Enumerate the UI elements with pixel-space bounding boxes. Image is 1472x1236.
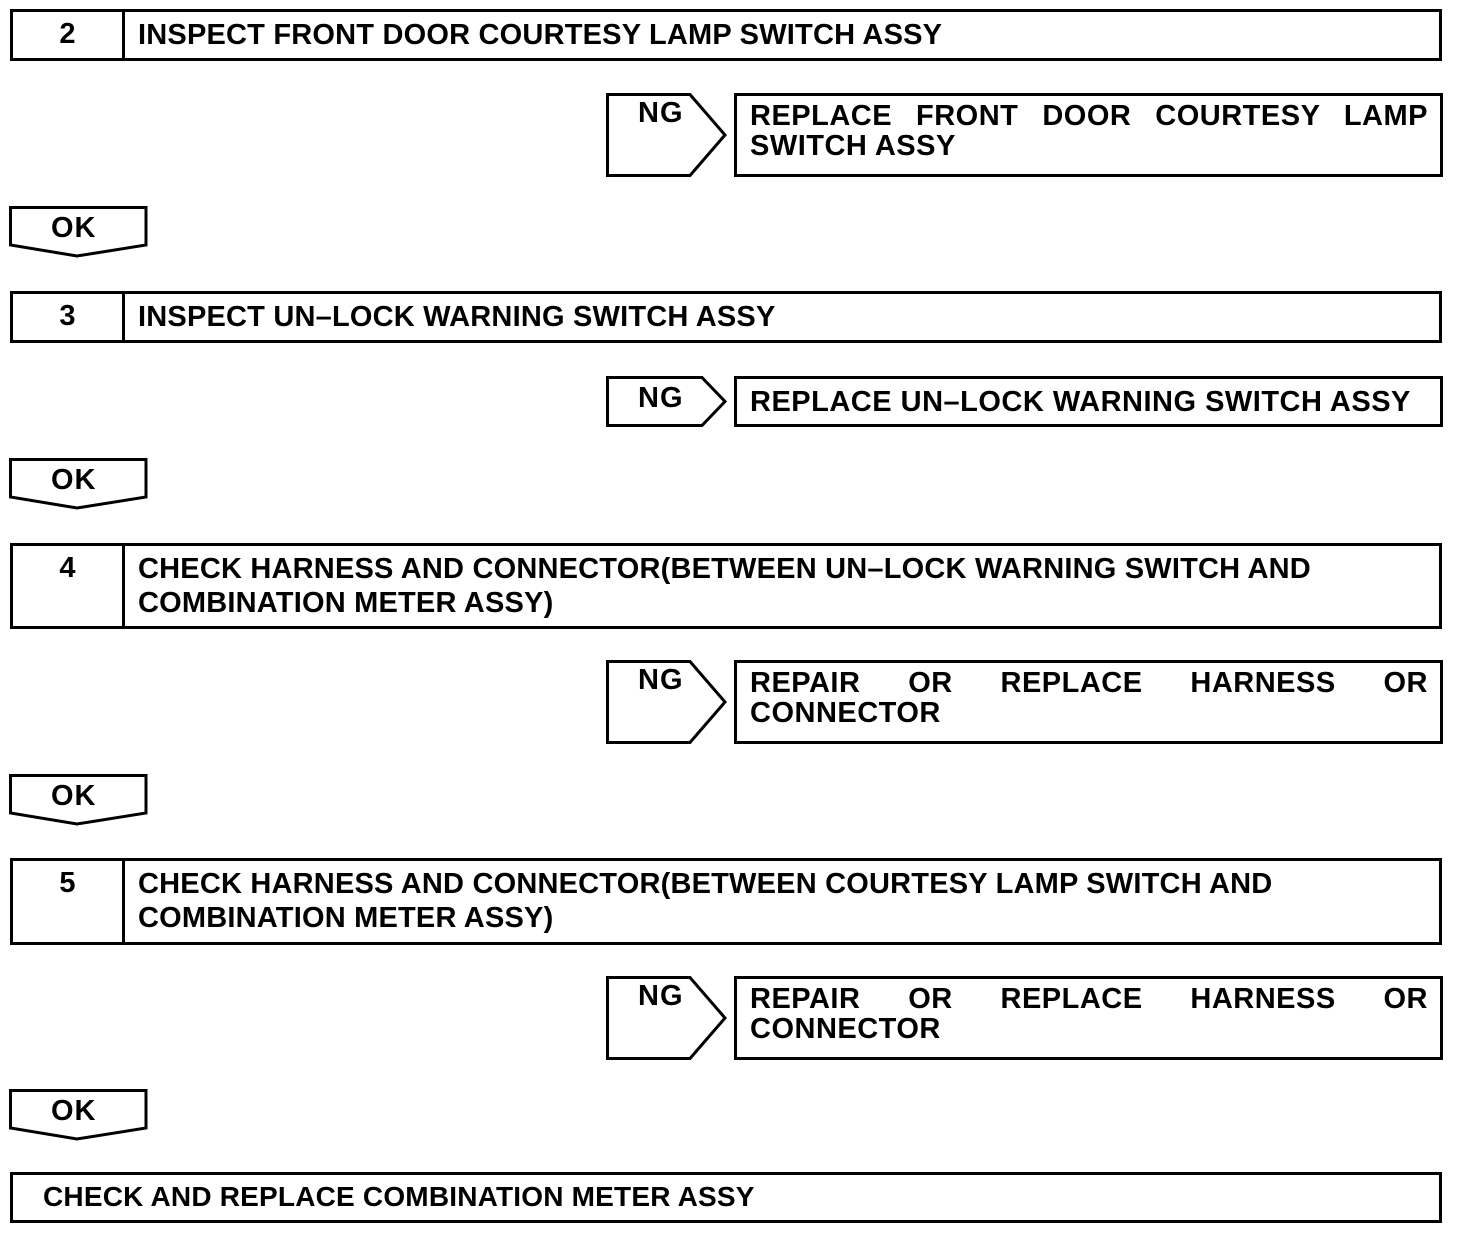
step-title: INSPECT FRONT DOOR COURTESY LAMP SWITCH ASSY: [138, 19, 943, 51]
ok-arrow-tag: [9, 458, 149, 510]
step-title: INSPECT UN–LOCK WARNING SWITCH ASSY: [138, 301, 776, 333]
ng-label: NG: [638, 97, 684, 129]
ng-arrow-tag: [606, 660, 728, 744]
ok-label: OK: [51, 464, 97, 496]
ok-label: OK: [51, 1095, 97, 1127]
ng-action-box: REPAIR OR REPLACE HARNESS OR CONNECTOR: [734, 976, 1443, 1060]
step-number: 2: [13, 12, 125, 58]
ng-action-box: REPLACE FRONT DOOR COURTESY LAMP SWITCH ASSY: [734, 93, 1443, 177]
ok-arrow-tag: [9, 206, 149, 258]
step-4-box: [10, 543, 1442, 629]
ng-arrow-tag: [606, 376, 728, 427]
ng-action-box: REPAIR OR REPLACE HARNESS OR CONNECTOR: [734, 660, 1443, 744]
ng-action-box: REPLACE UN–LOCK WARNING SWITCH ASSY: [734, 376, 1443, 427]
step-number: 5: [13, 861, 125, 942]
ng-label: NG: [638, 980, 684, 1012]
step-3-box: [10, 291, 1442, 343]
ng-label: NG: [638, 664, 684, 696]
ok-label: OK: [51, 780, 97, 812]
step-number: 4: [13, 546, 125, 626]
ok-arrow-tag: [9, 774, 149, 826]
ng-arrow-tag: [606, 93, 728, 177]
ng-label: NG: [638, 382, 684, 414]
ng-arrow-tag: [606, 976, 728, 1060]
step-2-box: [10, 9, 1442, 61]
step-title: CHECK HARNESS AND CONNECTOR(BETWEEN COURTESY LAMP SWITCH AND COMBINATION METER ASSY): [138, 868, 1273, 934]
step-5-box: [10, 858, 1442, 945]
step-title: CHECK HARNESS AND CONNECTOR(BETWEEN UN–LOCK WARNING SWITCH AND COMBINATION METER ASSY): [138, 553, 1311, 619]
ok-label: OK: [51, 212, 97, 244]
final-action-box: CHECK AND REPLACE COMBINATION METER ASSY: [10, 1172, 1442, 1223]
step-number: 3: [13, 294, 125, 340]
ok-arrow-tag: [9, 1089, 149, 1141]
